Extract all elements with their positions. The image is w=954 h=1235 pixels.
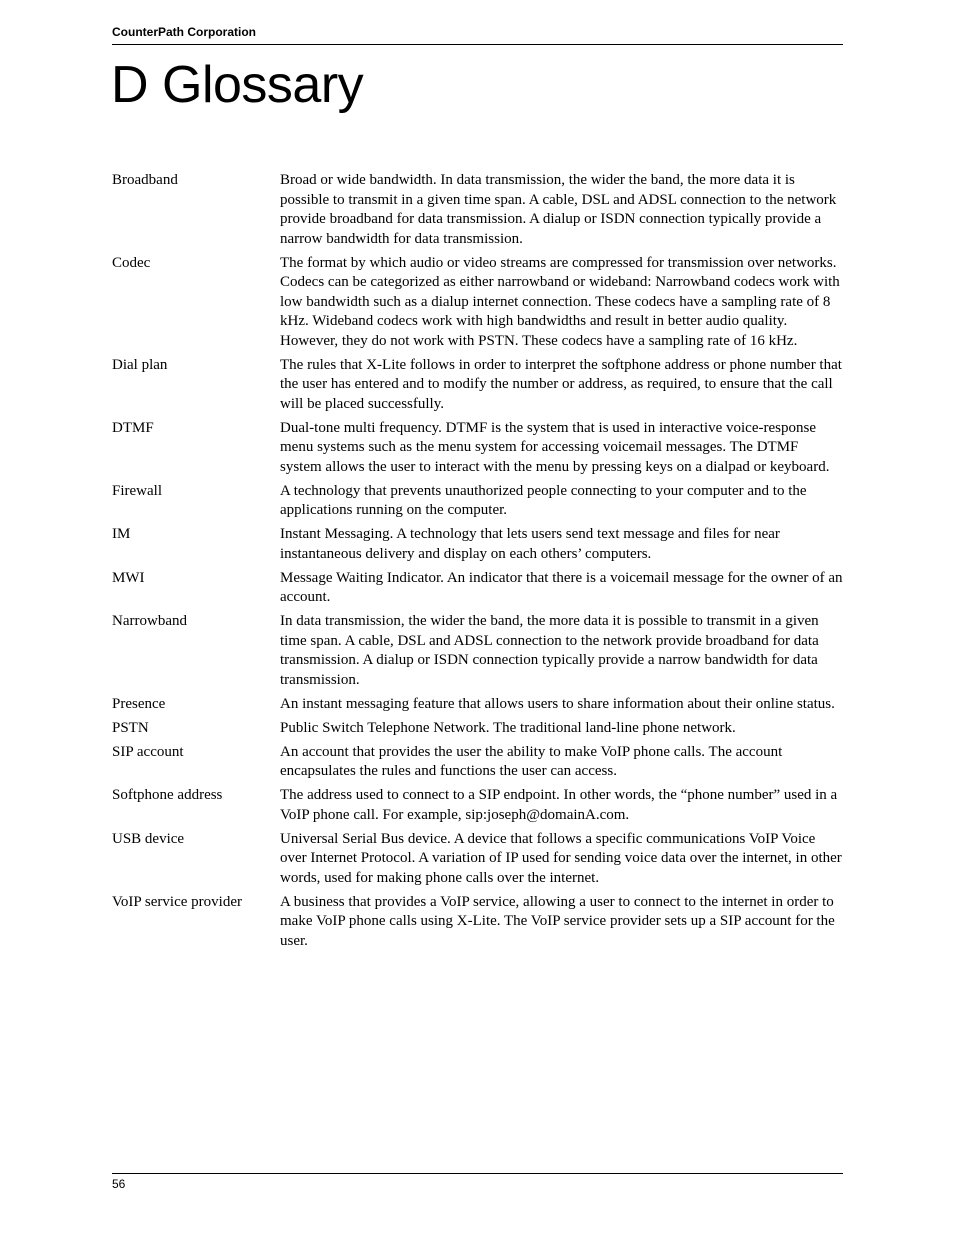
glossary-entry-sip-account [112,743,843,782]
glossary-entry-voip-service-provider [112,893,843,952]
glossary-definition: Broad or wide bandwidth. In data transmission, the wider the band, the more data it is possible to transmit in a given time span. A cable, DSL and ADSL connection to the network provide broadband for data transmission. A dialup or ISDN connection typically provide a narrow bandwidth for data transmission. [280,172,837,247]
glossary-term: Narrowband [112,613,187,629]
glossary-term: Broadband [112,172,178,188]
glossary-definition: In data transmission, the wider the band, the more data it is possible to transmit in a given time span. A cable, DSL and ADSL connection to the network provide broadband for data transmission. A dialup or ISDN connection typically provide a narrow bandwidth for data transmission. [280,613,819,688]
glossary-term: Softphone address [112,787,223,803]
glossary-definition: Message Waiting Indicator. An indicator that there is a voicemail message for the owner of an account. [280,569,843,605]
glossary-term: DTMF [112,419,154,436]
glossary-definition: Public Switch Telephone Network. The traditional land-line phone network. [280,719,736,736]
glossary-entry-dtmf [112,419,843,478]
glossary-term: VoIP service provider [112,893,242,910]
glossary-definition: An account that provides the user the ability to make VoIP phone calls. The account encapsulates the rules and functions the user can access. [280,743,783,779]
glossary-entry-codec [112,254,843,352]
page-number: 56 [112,1177,126,1191]
glossary-definition: A business that provides a VoIP service, allowing a user to connect to the internet in order to make VoIP phone calls using X-Lite. The VoIP service provider sets up a SIP account for the user. [280,893,835,949]
glossary-term: IM [112,526,131,542]
glossary-entry-presence [112,695,843,715]
glossary-definition: A technology that prevents unauthorized people connecting to your computer and to the applications running on the computer. [280,482,807,518]
glossary-term: USB device [112,830,185,847]
glossary-list [112,171,843,956]
glossary-entry-firewall [112,482,843,521]
glossary-term: Dial plan [112,356,168,373]
glossary-definition: The rules that X-Lite follows in order to interpret the softphone address or phone number that the user has entered and to modify the number or address, as required, to ensure that the call will be placed successfully. [280,356,842,412]
glossary-term: PSTN [112,719,149,736]
glossary-entry-im [112,525,843,564]
glossary-term: Codec [112,254,151,271]
glossary-definition: An instant messaging feature that allows users to share information about their online status. [280,695,835,712]
glossary-definition: The address used to connect to a SIP endpoint. In other words, the “phone number” used in a VoIP phone call. For example, sip:joseph@domainA.com. [280,787,838,823]
glossary-entry-narrowband [112,612,843,690]
footer-divider [112,1173,843,1174]
glossary-definition: Universal Serial Bus device. A device that follows a specific communications VoIP Voice over Internet Protocol. A variation of IP used for sending voice data over the internet, in other words, used for making phone calls over the internet. [280,830,842,886]
glossary-term: Presence [112,695,166,712]
glossary-term: SIP account [112,743,184,760]
glossary-term: MWI [112,569,145,586]
header-company-name: CounterPath Corporation [112,25,256,39]
page-title: D Glossary [111,56,364,114]
header-divider [112,44,843,45]
glossary-entry-broadband [112,171,843,249]
glossary-entry-pstn [112,719,843,739]
glossary-definition: The format by which audio or video streams are compressed for transmission over networks. Codecs can be categorized as either narrowband or wideband: Narrowband codecs work with low bandwidth such as a dialup internet connection. These codecs have a sampling rate of 8 kHz. Wideband codecs work with high bandwidths and result in better audio quality. However, they do not work with PSTN. These codecs have a sampling rate of 16 kHz. [280,254,840,349]
glossary-entry-softphone-address [112,786,843,825]
glossary-entry-usb-device [112,830,843,889]
glossary-definition: Instant Messaging. A technology that lets users send text message and files for near instantaneous delivery and display on each others’ computers. [280,526,780,562]
glossary-entry-dial-plan [112,356,843,415]
glossary-term: Firewall [112,482,162,499]
glossary-definition: Dual-tone multi frequency. DTMF is the system that is used in interactive voice-response menu systems such as the menu system for accessing voicemail messages. The DTMF system allows the user to interact with the menu by pressing keys on a dialpad or keyboard. [280,419,830,475]
glossary-entry-mwi [112,569,843,608]
